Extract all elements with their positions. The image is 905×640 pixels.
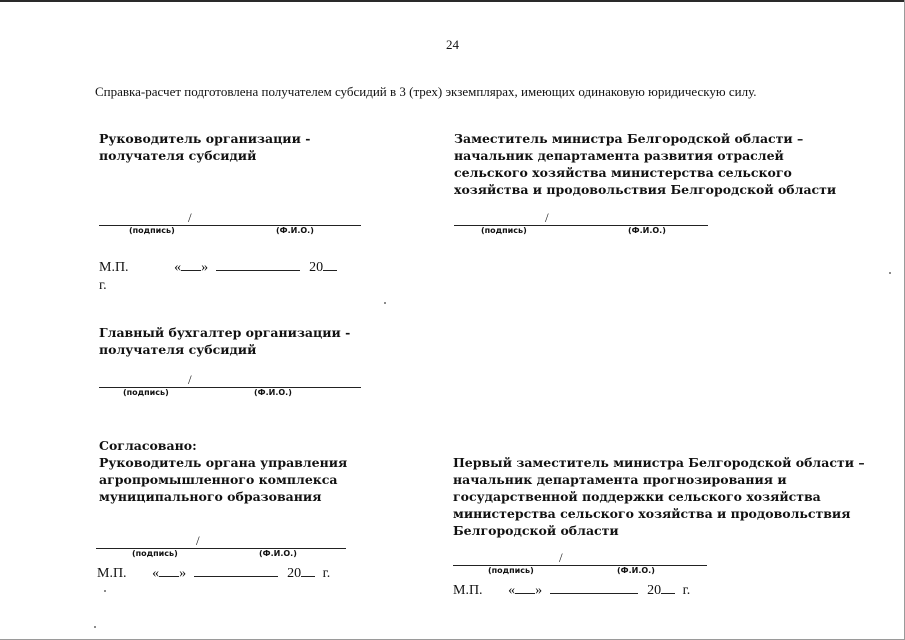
close-quote: » bbox=[201, 260, 209, 275]
month-blank[interactable] bbox=[550, 593, 638, 594]
open-quote: « bbox=[174, 260, 182, 275]
fio-caption: (Ф.И.О.) bbox=[259, 549, 297, 558]
heading-line: Заместитель министра Белгородской области – bbox=[454, 131, 804, 146]
year-label: 20 bbox=[647, 583, 662, 598]
scan-speck bbox=[384, 302, 386, 304]
signature-slash: / bbox=[188, 210, 192, 225]
heading-line: начальник департамента прогнозирования и bbox=[453, 472, 787, 487]
open-quote: « bbox=[152, 566, 160, 581]
chief-accountant-signature-field[interactable] bbox=[99, 372, 361, 398]
year-label: 20 bbox=[309, 260, 324, 275]
deputy-minister-heading bbox=[454, 130, 836, 198]
heading-line: сельского хозяйства министерства сельского bbox=[454, 165, 792, 180]
signature-slash: / bbox=[188, 372, 192, 387]
first-deputy-heading bbox=[453, 454, 865, 539]
year-blank[interactable] bbox=[301, 576, 315, 577]
heading-line: Согласовано: bbox=[99, 438, 197, 453]
mp-label: М.П. bbox=[99, 260, 129, 275]
head-org-signature-field[interactable] bbox=[99, 210, 361, 236]
page-number: 24 bbox=[446, 37, 459, 52]
year-suffix: г. bbox=[682, 583, 691, 598]
year-suffix-wrapped: г. bbox=[99, 278, 107, 293]
month-blank[interactable] bbox=[194, 576, 278, 577]
day-blank[interactable] bbox=[159, 576, 179, 577]
heading-line: получателя субсидий bbox=[99, 342, 257, 357]
agreed-heading bbox=[99, 437, 347, 505]
scan-speck bbox=[889, 272, 891, 274]
heading-line: государственной поддержки сельского хозяйства bbox=[453, 489, 821, 504]
heading-line: Первый заместитель министра Белгородской области – bbox=[453, 455, 865, 470]
signature-caption: (подпись) bbox=[123, 388, 169, 397]
day-blank[interactable] bbox=[181, 270, 201, 271]
heading-line: Главный бухгалтер организации - bbox=[99, 325, 351, 340]
heading-line: агропромышленного комплекса bbox=[99, 472, 338, 487]
heading-line: получателя субсидий bbox=[99, 148, 257, 163]
signature-caption: (подпись) bbox=[488, 566, 534, 575]
heading-line: начальник департамента развития отраслей bbox=[454, 148, 784, 163]
agreed-stamp-date bbox=[97, 566, 330, 582]
year-label: 20 bbox=[287, 566, 302, 581]
intro-text: Справка-расчет подготовлена получателем субсидий в 3 (трех) экземплярах, имеющих одинаковую юридическую силу. bbox=[95, 84, 757, 99]
heading-line: Руководитель организации - bbox=[99, 131, 311, 146]
heading-line: муниципального образования bbox=[99, 489, 322, 504]
heading-line: Белгородской области bbox=[453, 523, 619, 538]
heading-line: Руководитель органа управления bbox=[99, 455, 348, 470]
scan-speck bbox=[94, 626, 96, 628]
fio-caption: (Ф.И.О.) bbox=[276, 226, 314, 235]
signature-slash: / bbox=[196, 533, 200, 548]
mp-label: М.П. bbox=[97, 566, 127, 581]
fio-caption: (Ф.И.О.) bbox=[617, 566, 655, 575]
signature-slash: / bbox=[559, 550, 563, 565]
scan-speck bbox=[104, 590, 106, 592]
head-org-stamp-date bbox=[99, 260, 337, 276]
day-blank[interactable] bbox=[515, 593, 535, 594]
signature-caption: (подпись) bbox=[129, 226, 175, 235]
year-suffix: г. bbox=[322, 566, 331, 581]
year-blank[interactable] bbox=[323, 270, 337, 271]
signature-caption: (подпись) bbox=[132, 549, 178, 558]
heading-line: хозяйства и продовольствия Белгородской области bbox=[454, 182, 837, 197]
chief-accountant-heading bbox=[99, 324, 350, 358]
deputy-minister-signature-field[interactable] bbox=[454, 210, 708, 236]
heading-line: министерства сельского хозяйства и продовольствия bbox=[453, 506, 851, 521]
signature-slash: / bbox=[545, 210, 549, 225]
scan-edge-top bbox=[0, 0, 905, 2]
signature-caption: (подпись) bbox=[481, 226, 527, 235]
head-org-heading bbox=[99, 130, 310, 164]
agreed-signature-field[interactable] bbox=[96, 533, 346, 559]
first-deputy-signature-field[interactable] bbox=[453, 550, 707, 576]
month-blank[interactable] bbox=[216, 270, 300, 271]
fio-caption: (Ф.И.О.) bbox=[628, 226, 666, 235]
first-deputy-stamp-date bbox=[453, 583, 690, 599]
mp-label: М.П. bbox=[453, 583, 483, 598]
open-quote: « bbox=[508, 583, 516, 598]
year-blank[interactable] bbox=[661, 593, 675, 594]
close-quote: » bbox=[535, 583, 543, 598]
close-quote: » bbox=[179, 566, 187, 581]
fio-caption: (Ф.И.О.) bbox=[254, 388, 292, 397]
